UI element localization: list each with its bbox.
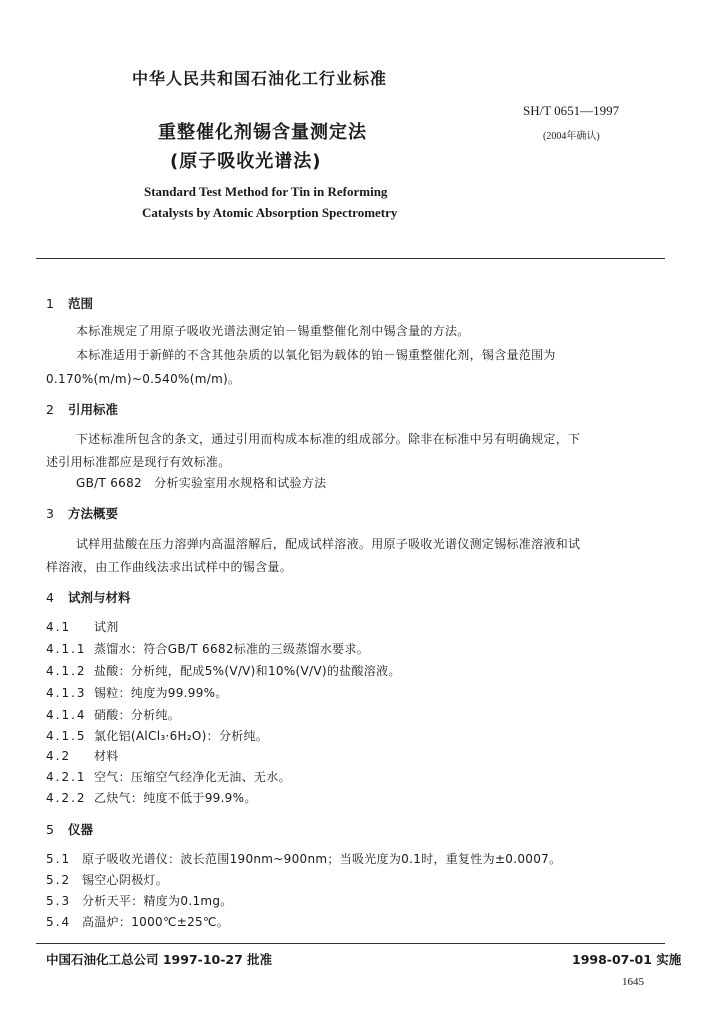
paragraph: 本标准适用于新鲜的不含其他杂质的以氧化铝为载体的铂－锡重整催化剂，锡含量范围为 bbox=[76, 348, 556, 362]
confirmation-note: (2004年确认) bbox=[543, 131, 600, 142]
list-item: 4.1.2 盐酸：分析纯，配成5%(V/V)和10%(V/V)的盐酸溶液。 bbox=[46, 664, 401, 678]
paragraph-continuation: 述引用标准都应是现行有效标准。 bbox=[46, 455, 231, 469]
standard-type-heading: 中华人民共和国石油化工行业标准 bbox=[132, 69, 388, 88]
paragraph: 本标准规定了用原子吸收光谱法测定铂－锡重整催化剂中锡含量的方法。 bbox=[76, 324, 470, 338]
section-number: 3 bbox=[46, 506, 54, 521]
section-heading-references bbox=[46, 400, 118, 418]
list-item: 5.1 原子吸收光谱仪：波长范围190nm~900nm；当吸光度为0.1时，重复性为±0.0007。 bbox=[46, 852, 562, 866]
document-title: 重整催化剂锡含量测定法 bbox=[158, 122, 367, 143]
footer-divider bbox=[36, 943, 665, 944]
section-title: 仪器 bbox=[68, 822, 94, 837]
list-item: 5.3 分析天平：精度为0.1mg。 bbox=[46, 894, 233, 908]
section-heading-method-summary bbox=[46, 504, 118, 522]
paragraph-continuation: 样溶液，由工作曲线法求出试样中的锡含量。 bbox=[46, 560, 293, 574]
list-item: 5.2 锡空心阴极灯。 bbox=[46, 873, 169, 887]
paragraph: 下述标准所包含的条文，通过引用而构成本标准的组成部分。除非在标准中另有明确规定，下 bbox=[76, 432, 581, 446]
section-number: 5 bbox=[46, 822, 54, 837]
paragraph-continuation: 0.170%(m/m)~0.540%(m/m)。 bbox=[46, 372, 241, 386]
english-title-line-1: Standard Test Method for Tin in Reforming bbox=[144, 184, 388, 199]
section-heading-reagents bbox=[46, 588, 131, 606]
section-title: 试剂与材料 bbox=[68, 590, 131, 605]
section-title: 引用标准 bbox=[68, 402, 119, 417]
section-number: 4 bbox=[46, 590, 54, 605]
header-divider bbox=[36, 258, 665, 259]
document-subtitle: (原子吸收光谱法) bbox=[170, 151, 322, 172]
section-title: 范围 bbox=[68, 296, 94, 311]
section-number: 2 bbox=[46, 402, 54, 417]
list-item: 4.1 试剂 bbox=[46, 620, 119, 634]
section-number: 1 bbox=[46, 296, 54, 311]
list-item: 4.2.2 乙炔气：纯度不低于99.9%。 bbox=[46, 791, 257, 805]
list-item: 4.1.4 硝酸：分析纯。 bbox=[46, 708, 181, 722]
list-item: 4.1.3 锡粒：纯度为99.99%。 bbox=[46, 686, 228, 700]
list-item: 4.2 材料 bbox=[46, 749, 119, 763]
referenced-standard: GB/T 6682 分析实验室用水规格和试验方法 bbox=[76, 476, 327, 490]
english-title-line-2: Catalysts by Atomic Absorption Spectrometry bbox=[142, 205, 398, 220]
list-item: 4.1.5 氯化铝(AlCl₃·6H₂O)：分析纯。 bbox=[46, 729, 269, 743]
standard-code: SH/T 0651—1997 bbox=[523, 103, 620, 118]
effective-date: 1998-07-01 实施 bbox=[572, 952, 682, 967]
list-item: 4.1.1 蒸馏水：符合GB/T 6682标准的三级蒸馏水要求。 bbox=[46, 642, 370, 656]
section-title: 方法概要 bbox=[68, 506, 119, 521]
approval-info: 中国石油化工总公司 1997-10-27 批准 bbox=[46, 952, 273, 967]
list-item: 5.4 高温炉：1000℃±25℃。 bbox=[46, 915, 230, 929]
section-heading-apparatus bbox=[46, 820, 93, 838]
section-heading-scope bbox=[46, 294, 93, 312]
page-number: 1645 bbox=[622, 976, 644, 988]
paragraph: 试样用盐酸在压力溶弹内高温溶解后，配成试样溶液。用原子吸收光谱仪测定锡标准溶液和试 bbox=[76, 537, 581, 551]
list-item: 4.2.1 空气：压缩空气经净化无油、无水。 bbox=[46, 770, 291, 784]
